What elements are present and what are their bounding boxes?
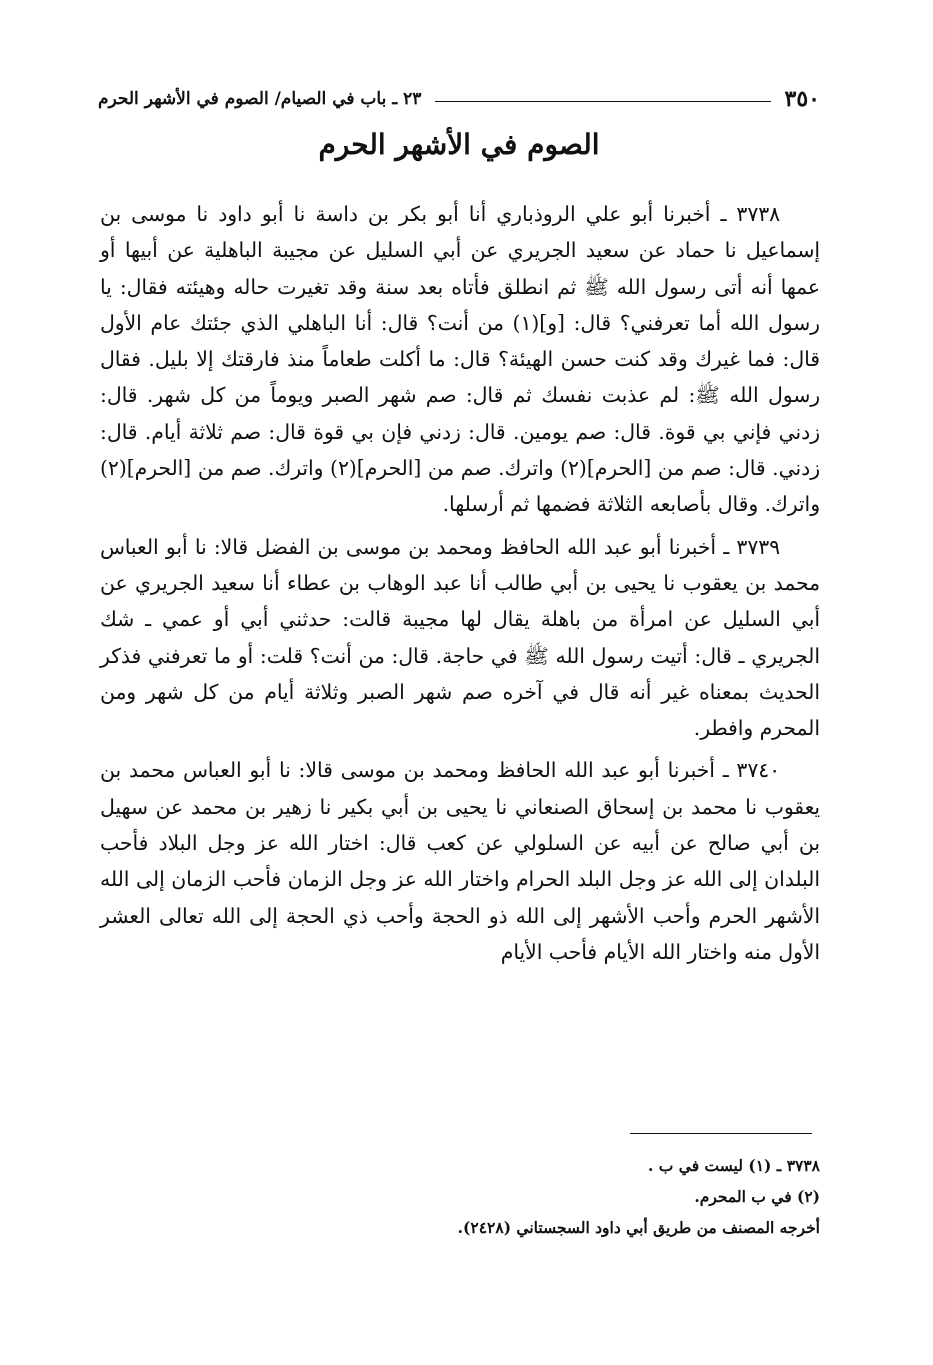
footnote-source: أخرجه المصنف من طريق أبي داود السجستاني (٢٤٢٨).: [457, 1218, 820, 1237]
section-title: الصوم في الأشهر الحرم: [318, 128, 600, 161]
hadith-3740: ٣٧٤٠ ـ أخبرنا أبو عبد الله الحافظ ومحمد بن موسى قالا: نا أبو العباس محمد بن يعقوب نا محمد بن إسحاق الصنعاني نا يحيى بن أبي بكير نا زهير بن محمد عن سهيل بن أبي صالح عن أبيه عن السلولي عن كعب قال: اختار الله عز وجل البلاد فأحب البلدان إلى الله عز وجل البلد الحرام واختار الله عز وجل الزمان فأحب الزمان إلى الله الأشهر الحرم وأحب الأشهر إلى الله ذو الحجة وأحب ذي الحجة إلى الله تعالى العشر الأول منه واختار الله الأيام فأحب الأيام: [100, 758, 820, 964]
hadith-3739: ٣٧٣٩ ـ أخبرنا أبو عبد الله الحافظ ومحمد بن موسى بن الفضل قالا: نا أبو العباس محمد بن يعقوب نا يحيى بن أبي طالب أنا عبد الوهاب بن عطاء أنا سعيد الجريري عن أبي السليل عن امرأة من باهلة يقال لها مجيبة قالت: حدثني أبي أو عمي ـ شك الجريري ـ قال: أتيت رسول الله ﷺ في حاجة. قال: من أنت؟ قلت: أو ما تعرفني فذكر الحديث بمعناه غير أنه قال في آخره صم شهر الصبر وثلاثة أيام من كل شهر ومن المحرم وافطر.: [100, 534, 820, 741]
body-text: [100, 196, 820, 976]
header-rule: [435, 101, 770, 102]
footnote-rule: [630, 1133, 812, 1134]
footnotes: [300, 1150, 820, 1243]
running-head: ٢٣ ـ باب في الصيام/ الصوم في الأشهر الحرم: [98, 89, 422, 109]
page-header: [98, 82, 820, 116]
hadith-3738: ٣٧٣٨ ـ أخبرنا أبو علي الروذباري أنا أبو بكر بن داسة نا أبو داود نا موسى بن إسماعيل نا حماد عن سعيد الجريري عن أبي السليل عن مجيبة الباهلية عن أبيها أو عمها أنه أتى رسول الله ﷺ ثم انطلق فأتاه بعد سنة وقد تغيرت حاله وهيئته فقال: يا رسول الله أما تعرفني؟ قال: [و](١) من أنت؟ قال: أنا الباهلي الذي جئتك عام الأول قال: فما غيرك وقد كنت حسن الهيئة؟ قال: ما أكلت طعاماً منذ فارقتك إلا بليل. فقال رسول الله ﷺ: لم عذبت نفسك ثم قال: صم شهر الصبر ويوماً من كل شهر. قال: زدني فإني بي قوة. قال: صم يومين. قال: زدني فإن بي قوة قال: صم ثلاثة أيام. قال: زدني. قال: صم من [الحرم](٢) واترك. صم من [الحرم](٢) واترك. صم من [الحرم](٢) واترك. وقال بأصابعه الثلاثة فضمها ثم أرسلها.: [100, 202, 820, 517]
page-number: ٣٥٠: [784, 86, 820, 112]
footnote-2: (٢) في ب المحرم.: [694, 1187, 820, 1206]
footnote-1: ٣٧٣٨ ـ (١) ليست في ب .: [648, 1156, 820, 1175]
